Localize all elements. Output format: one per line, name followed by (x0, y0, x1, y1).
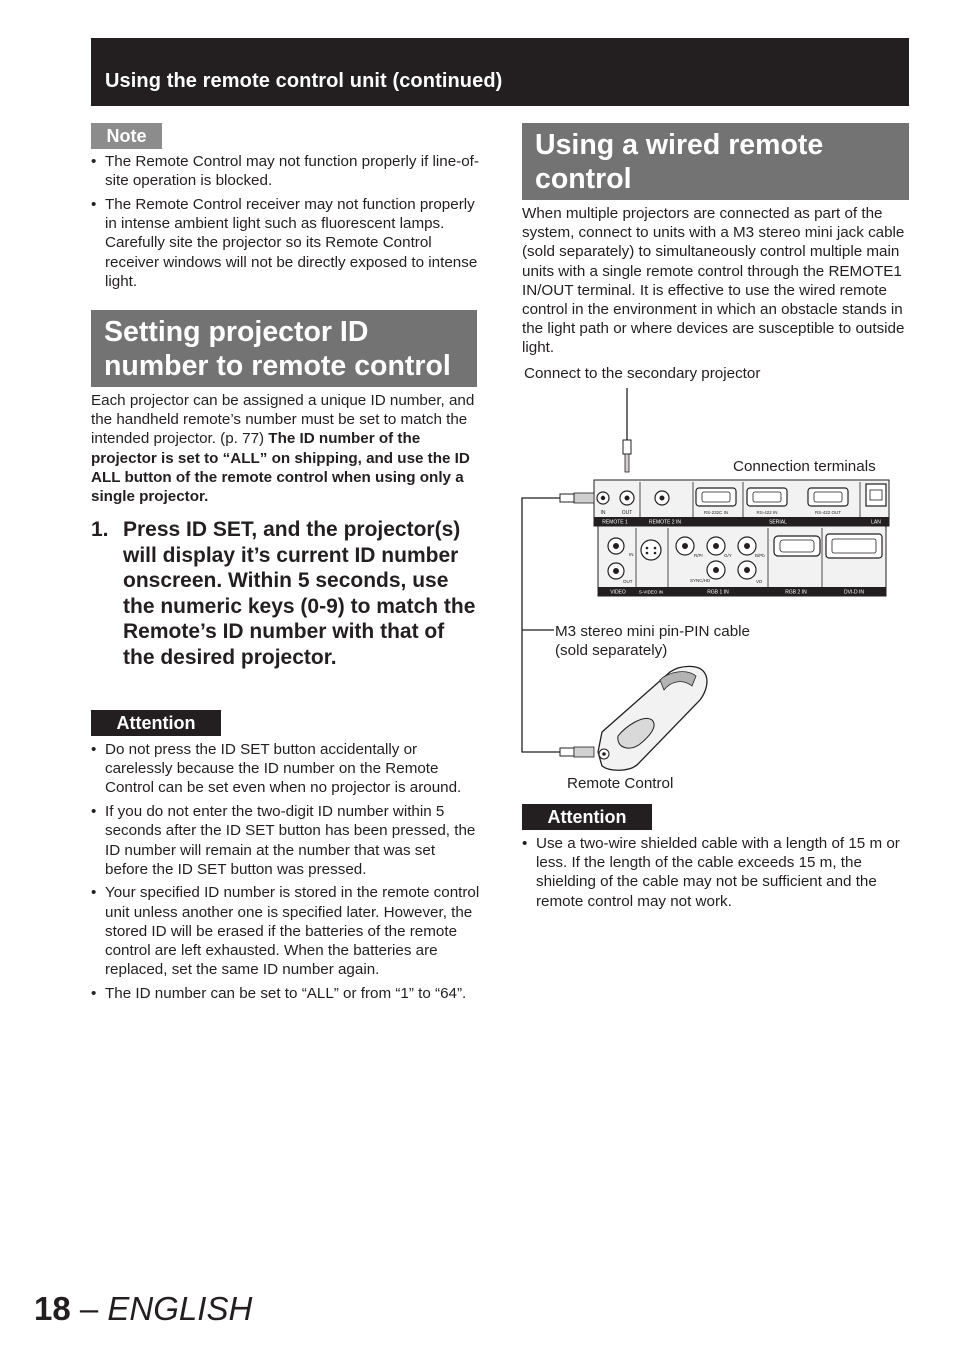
panel-label-bpb: B/Pb (755, 553, 765, 558)
rear-panel-top (594, 480, 889, 526)
attention-item: • The ID number can be set to “ALL” or from “1” to “64”. (91, 984, 481, 1003)
note-item: • The Remote Control receiver may not function properly in intense ambient light such as fluorescent lamps. Carefully site the projector so its Remote Control receiver windows will not be directly exposed to intense light. (91, 195, 481, 291)
panel-label-dvi: DVI-D IN (844, 589, 864, 596)
rgb2-port-icon (774, 536, 820, 556)
intro-bold-text: The ID number of the projector is set to “ALL” on shipping, and use the ID ALL button of the remote control when using only a single projector. (91, 430, 470, 506)
panel-label-in: IN (600, 510, 606, 516)
panel-label-rs422out: RS-422 OUT (814, 510, 842, 515)
label-cable: M3 stereo mini pin-PIN cable (555, 623, 750, 640)
attention-item: • Do not press the ID SET button accidentally or carelessly because the ID number on the Remote Control can be set even when no projector is around. (91, 740, 481, 798)
panel-label-rpr: R/Pr (694, 553, 703, 558)
dvi-port-icon (826, 534, 882, 558)
attention-tag-left: Attention (91, 710, 221, 736)
attention-tag-right: Attention (522, 804, 652, 830)
label-remote-control: Remote Control (567, 775, 674, 792)
page-header (91, 38, 909, 106)
panel-label-remote2: REMOTE 2 IN (649, 519, 681, 526)
lan-port-icon (866, 484, 886, 506)
section-title-wired-remote: Using a wired remote control (522, 123, 909, 200)
page-header-title: Using the remote control unit (continued) (105, 70, 503, 92)
label-connection-terminals: Connection terminals (733, 458, 876, 475)
note-list (91, 152, 481, 295)
step-text: Press ID SET, and the projector(s) will display it’s current ID number onscreen. Within 5 seconds, use the numeric keys (0-9) to match the Remote’s ID number with that of the desired projector. (123, 518, 476, 669)
panel-label-sync: SYNC/HD (690, 578, 711, 583)
cable-remote (522, 493, 594, 757)
connection-diagram (510, 380, 910, 780)
projector-id-intro (91, 391, 479, 506)
panel-label-out: OUT (621, 510, 633, 516)
plug-top-icon (623, 440, 631, 454)
panel-label-rgb1: RGB 1 IN (707, 589, 729, 596)
label-cable-sold-separately: (sold separately) (555, 642, 668, 659)
attention-item: • Your specified ID number is stored in the remote control unit unless another one is specified later. However, the stored ID will be erased if the batteries of the remote control are left exhausted. When the batteries are replaced, set the same ID number again. (91, 883, 481, 979)
intro-text: Each projector can be assigned a unique ID number, and the handheld remote’s number must be set to match the intended projector. (p. 77) (91, 392, 475, 448)
attention-item: • If you do not enter the two-digit ID number within 5 seconds after the ID SET button has been pressed, the ID number will remain at the number that was set before the ID SET button was pressed. (91, 802, 481, 879)
page-number: 18 (34, 1290, 71, 1327)
attention-list-right (522, 834, 912, 915)
panel-label-lan: LAN (871, 519, 881, 526)
plug-left-icon (574, 493, 594, 503)
panel-label-rs232c: RS-232C IN (703, 510, 729, 515)
panel-label-gy: G/Y (724, 553, 732, 558)
footer-language: ENGLISH (107, 1290, 253, 1327)
step-number: 1. (91, 518, 109, 541)
label-secondary-projector: Connect to the secondary projector (524, 365, 761, 382)
page-footer (34, 1290, 252, 1328)
section-title-projector-id: Setting projector ID number to remote control (91, 310, 477, 387)
panel-label-svideo: S-VIDEO IN (638, 589, 664, 595)
panel-label-serial: SERIAL (769, 519, 787, 526)
note-item: • The Remote Control may not function properly if line-of-site operation is blocked. (91, 152, 481, 190)
svideo-port-icon (641, 540, 661, 560)
panel-label-video-out: OUT (623, 579, 633, 584)
wired-remote-intro: When multiple projectors are connected as part of the system, connect to units with a M3 stereo mini jack cable (sold separately) to simultaneously control multiple main units with a single remote control through the REMOTE1 IN/OUT terminal. It is effective to use the wired remote control in the environment in which an obstacle stands in the light path or where devices are susceptible to outside light. (522, 205, 905, 357)
rear-panel-bottom (598, 526, 886, 596)
panel-label-video-in: IN (629, 552, 634, 557)
panel-label-rs422in: RS-422 IN (756, 510, 778, 515)
panel-label-vd: VD (756, 579, 763, 584)
remote-control-icon (598, 666, 707, 770)
footer-separator: – (70, 1290, 108, 1327)
panel-label-video: VIDEO (610, 589, 626, 596)
attention-item: • Use a two-wire shielded cable with a length of 15 m or less. If the length of the cable exceeds 15 m, the shielding of the cable may not be sufficient and the remote control may not work. (522, 834, 912, 911)
panel-label-rgb2: RGB 2 IN (785, 589, 807, 596)
note-tag: Note (91, 123, 162, 149)
attention-list-left (91, 740, 481, 1008)
panel-label-remote1: REMOTE 1 (602, 519, 628, 526)
